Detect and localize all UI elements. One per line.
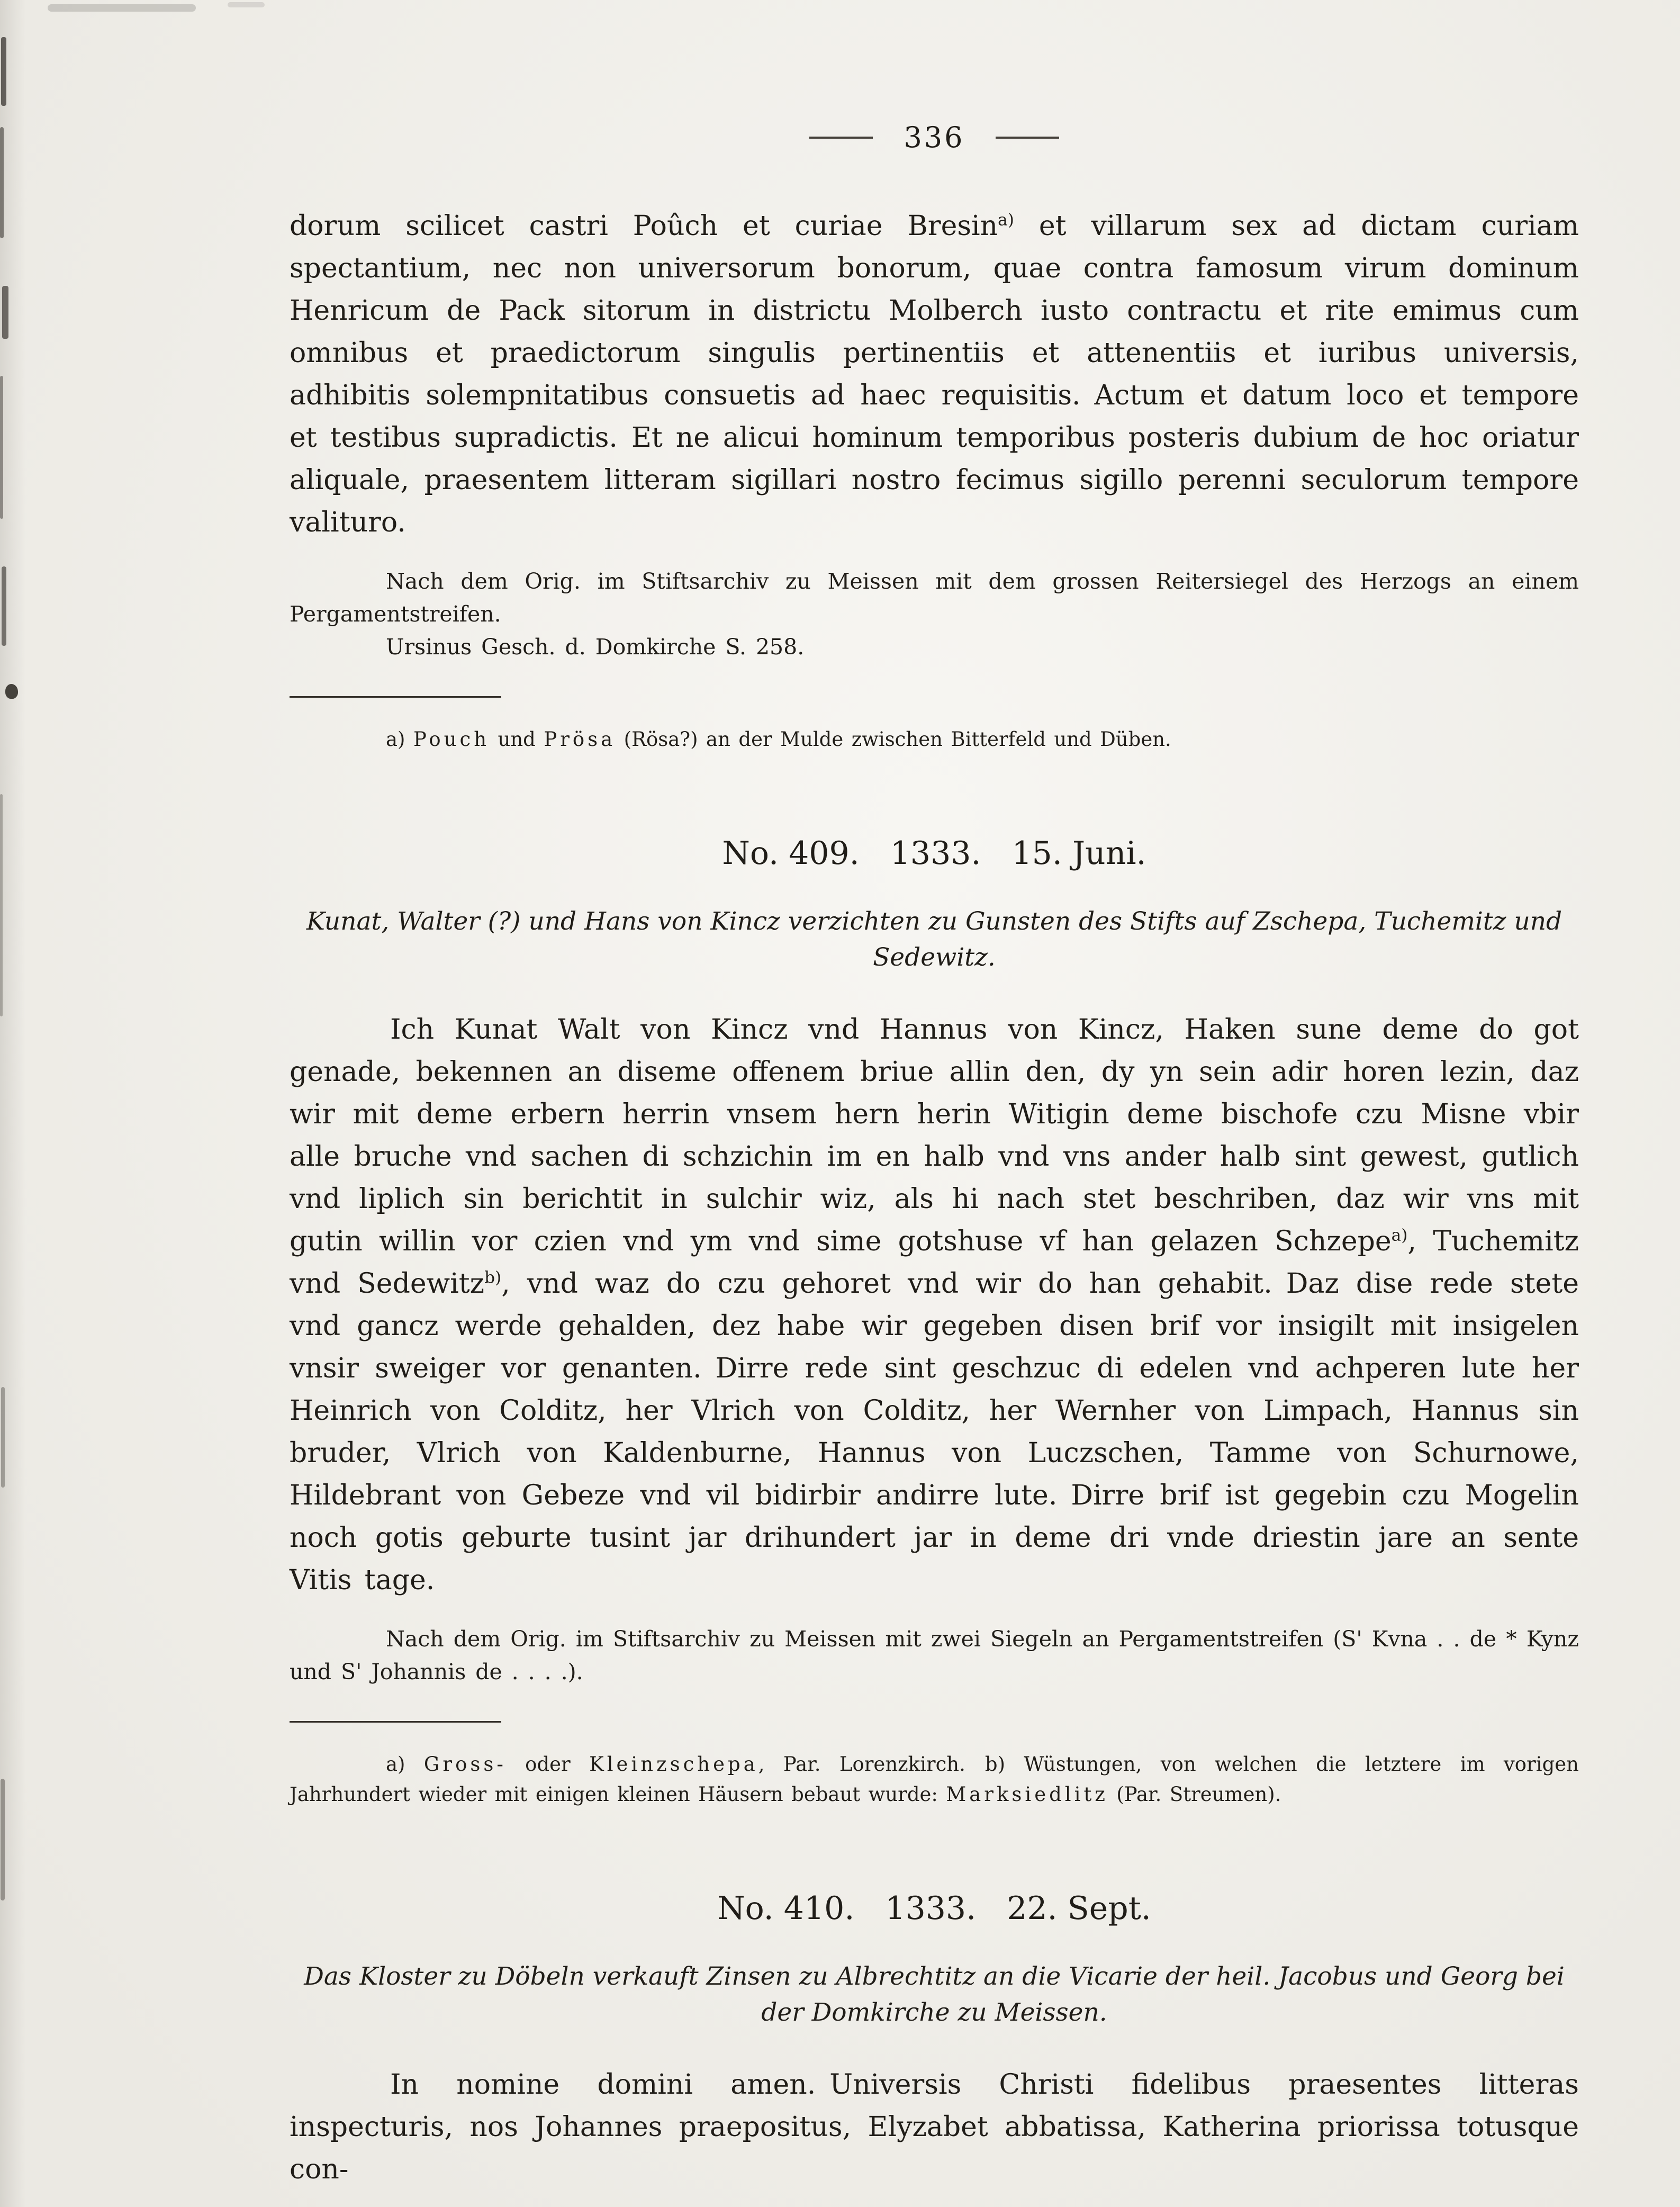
entry-date: 15. Juni. xyxy=(1011,835,1146,872)
text-run: (Par. Streumen). xyxy=(1108,1783,1281,1806)
scan-artifact xyxy=(2,566,6,646)
charter-body-text xyxy=(290,205,1579,544)
footnote-text xyxy=(290,724,1579,754)
entry-number: No. 409. xyxy=(722,835,860,872)
footnote-marker-a: a) xyxy=(386,1753,424,1776)
text-run: , Par. Lorenzkirch. b) Wüstungen, von welchen die letztere im vorigen Jahrhundert wieder mit einigen kleinen Häusern bebaut wurde: xyxy=(290,1753,1579,1806)
entry-year: 1333. xyxy=(890,835,981,872)
entry-number: No. 410. xyxy=(717,1890,855,1927)
entry-410 xyxy=(290,1890,1579,2191)
text-run: et villarum sex ad dictam curiam spectantium, nec non universorum bonorum, quae contra famosum virum dominum Henricum de Pack sitorum in districtu Molberch iusto contractu et rite emimus cum omnibus et praedictorum singulis pertinentiis et attenentiis et iuribus universis, adhibitis solempnitatibus consuetis ad haec requisitis. Actum et datum loco et tempore et testibus supradictis. Et ne alicui hominum temporibus posteris dubium de hoc oriatur aliquale, praesentem litteram sigillari nostro fecimus sigillo perenni seculorum tempore valituro. xyxy=(290,210,1579,538)
entry-409 xyxy=(290,835,1579,1809)
spaced-place-name: Prösa xyxy=(544,728,616,751)
text-column xyxy=(290,0,1579,2191)
entry-summary: Kunat, Walter (?) und Hans von Kincz verzichten zu Gunsten des Stifts auf Zschepa, Tuchemitz und Sedewitz. xyxy=(306,907,1562,972)
scan-artifact xyxy=(2,286,8,339)
footnote-separator xyxy=(290,1721,501,1723)
entry-date: 22. Sept. xyxy=(1007,1890,1151,1927)
spaced-place-name: Pouch xyxy=(413,728,490,751)
text-run: , vnd waz do czu gehoret vnd wir do han gehabit. Daz dise rede stete vnd gancz werde gehalden, dez habe wir gegeben disen brif vor insigilt mit insigelen vnsir sweiger vor genanten. Dirre rede sint geschzuc di edelen vnd achperen lute her Heinrich von Colditz, her Vlrich von Colditz, her Wernher von Limpach, Hannus sin bruder, Vlrich von Kaldenburne, Hannus von Luczschen, Tamme von Schurnowe, Hildebrant von Gebeze vnd vil bidirbir andirre lute. Dirre brif ist gegebin czu Mogelin noch gotis geburte tusint jar drihundert jar in deme dri vnde driestin jare an sente Vitis tage. xyxy=(290,1268,1579,1596)
entry-summary: Das Kloster zu Döbeln verkauft Zinsen zu Albrechtitz an die Vicarie der heil. Jacobus und Georg bei der Domkirche zu Meissen. xyxy=(304,1962,1565,2027)
text-run: dorum scilicet castri Poûch et curiae Bresin xyxy=(290,210,998,242)
charter-body-text xyxy=(290,1008,1579,1601)
ink-spot-artifact xyxy=(5,684,18,699)
text-run: (Rösa?) an der Mulde zwischen Bitterfeld und Düben. xyxy=(616,728,1171,751)
page-number: 336 xyxy=(904,121,965,154)
footnote-marker-a: a) xyxy=(998,210,1014,230)
footnote-marker-a: a) xyxy=(1391,1226,1408,1245)
text-run: Ich Kunat Walt von Kincz vnd Hannus von Kincz, Haken sune deme do got genade, bekennen an diseme offenem briue allin den, dy yn sein adir horen lezin, daz wir mit deme erbern herrin vnsem hern herin Witigin deme bischofe czu Misne vbir alle bruche vnd sachen di schzichin im en halb vnd vns ander halb sint gewest, gutlich vnd liplich sin berichtit in sulchir wiz, als hi nach stet beschriben, daz wir vns mit gutin willin vor czien vnd ym vnd sime gotshuse vf han gelazen Schzepe xyxy=(290,1014,1579,1257)
footnote-separator xyxy=(290,696,501,698)
source-note: Nach dem Orig. im Stiftsarchiv zu Meissen mit zwei Siegeln an Pergamentstreifen (S' Kvna . . de * Kynz und S' Johannis de . . . .). xyxy=(290,1626,1579,1684)
header-rule-right xyxy=(996,137,1059,139)
scan-artifact xyxy=(228,2,265,7)
entry-heading xyxy=(290,835,1579,872)
footnote-marker-a: a) xyxy=(386,728,413,751)
scan-artifact xyxy=(1,1779,5,1900)
text-run: oder xyxy=(506,1753,590,1776)
scan-artifact xyxy=(0,127,4,238)
entry-year: 1333. xyxy=(885,1890,977,1927)
spaced-place-name: Kleinzschepa xyxy=(589,1753,758,1776)
spaced-place-name: Gross- xyxy=(423,1753,507,1776)
scan-artifact xyxy=(0,376,3,519)
entry-continuation xyxy=(290,205,1579,754)
scan-artifact xyxy=(48,4,196,12)
text-run: und xyxy=(490,728,544,751)
scan-artifact xyxy=(0,794,3,1016)
reference-citation: Ursinus Gesch. d. Domkirche S. 258. xyxy=(386,634,805,660)
charter-body-text: In nomine domini amen. Universis Christi fidelibus praesentes litteras inspecturis, nos Johannes praepositus, Elyzabet abbatissa, Katherina priorissa totusque con- xyxy=(290,2069,1579,2185)
entry-heading xyxy=(290,1890,1579,1927)
footnote-text xyxy=(290,1749,1579,1809)
scan-artifact xyxy=(1,1387,5,1488)
footnote-marker-b: b) xyxy=(484,1268,502,1287)
header-rule-left xyxy=(809,137,873,139)
scan-artifact xyxy=(1,37,6,106)
spaced-place-name: Marksiedlitz xyxy=(946,1783,1108,1806)
source-note: Nach dem Orig. im Stiftsarchiv zu Meissen mit dem grossen Reitersiegel des Herzogs an einem Pergamentstreifen. xyxy=(290,569,1579,627)
text-run: , Tuchemitz vnd Sedewitz xyxy=(290,1226,1579,1300)
page-header xyxy=(290,121,1579,154)
